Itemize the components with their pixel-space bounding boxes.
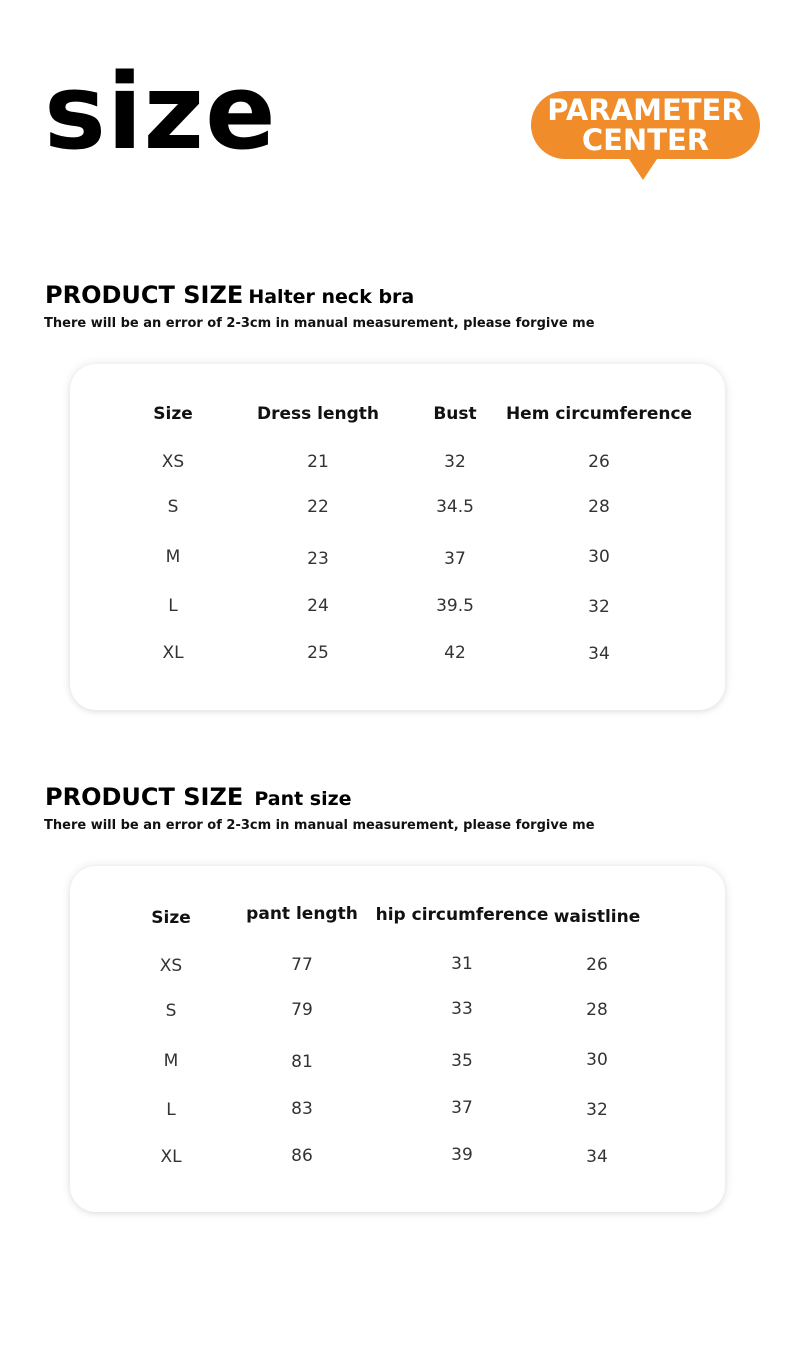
table-header-waistline: waistline (553, 907, 641, 927)
table-cell: 28 (586, 1000, 608, 1020)
measurement-note: There will be an error of 2-3cm in manual measurement, please forgive me (44, 316, 595, 331)
table-cell: S (167, 497, 179, 517)
table-cell: 33 (451, 999, 473, 1019)
table-cell: M (163, 1051, 179, 1071)
table-cell: 26 (586, 955, 608, 975)
table-cell: XL (162, 643, 184, 663)
table-header-size: Size (153, 404, 193, 424)
table-cell: 21 (307, 452, 329, 472)
table-cell: 34 (588, 644, 610, 664)
table-cell: M (165, 547, 181, 567)
table-cell: L (166, 1100, 176, 1120)
table-header-hem: Hem circumference (505, 404, 693, 424)
parameter-center-badge (531, 91, 760, 159)
section-heading-label: PRODUCT SIZE (45, 783, 244, 811)
table-cell: 34.5 (436, 497, 474, 517)
table-cell: 32 (586, 1100, 608, 1120)
page-title: size (44, 51, 277, 173)
section-heading-pants (45, 783, 352, 811)
table-cell: 37 (444, 549, 466, 569)
size-table-card-pants (70, 866, 725, 1212)
table-cell: 22 (307, 497, 329, 517)
table-cell: 81 (291, 1052, 313, 1072)
table-cell: 31 (451, 954, 473, 974)
table-cell: 37 (451, 1098, 473, 1118)
table-cell: 42 (444, 643, 466, 663)
table-cell: 26 (588, 452, 610, 472)
table-cell: L (168, 596, 178, 616)
section-subheading: Halter neck bra (248, 286, 415, 308)
section-heading-label: PRODUCT SIZE (45, 281, 244, 309)
table-header-bust: Bust (433, 404, 477, 424)
table-cell: 32 (588, 597, 610, 617)
table-cell: 28 (588, 497, 610, 517)
badge-line-1: PARAMETER (547, 93, 744, 127)
section-subheading: Pant size (254, 788, 352, 810)
table-cell: 23 (307, 549, 329, 569)
table-header-dress-length: Dress length (256, 404, 380, 424)
table-cell: 30 (586, 1050, 608, 1070)
table-cell: 32 (444, 452, 466, 472)
table-cell: 39 (451, 1145, 473, 1165)
table-cell: 25 (307, 643, 329, 663)
table-cell: 77 (291, 955, 313, 975)
table-cell: 86 (291, 1146, 313, 1166)
table-cell: S (165, 1001, 177, 1021)
table-header-size: Size (151, 908, 191, 928)
table-header-hip: hip circumference (375, 905, 549, 925)
table-header-pant-length: pant length (246, 904, 358, 924)
size-table-card-bra (70, 364, 725, 710)
table-cell: 34 (586, 1147, 608, 1167)
table-cell: 39.5 (436, 596, 474, 616)
table-cell: XS (161, 452, 185, 472)
table-cell: XS (159, 956, 183, 976)
table-cell: 30 (588, 547, 610, 567)
badge-line-2: CENTER (581, 123, 710, 157)
measurement-note: There will be an error of 2-3cm in manual measurement, please forgive me (44, 818, 595, 833)
table-cell: 24 (307, 596, 329, 616)
table-cell: 79 (291, 1000, 313, 1020)
section-heading-bra (45, 281, 414, 309)
table-cell: 83 (291, 1099, 313, 1119)
table-cell: 35 (451, 1051, 473, 1071)
table-cell: XL (160, 1147, 182, 1167)
badge-pointer (627, 156, 659, 180)
